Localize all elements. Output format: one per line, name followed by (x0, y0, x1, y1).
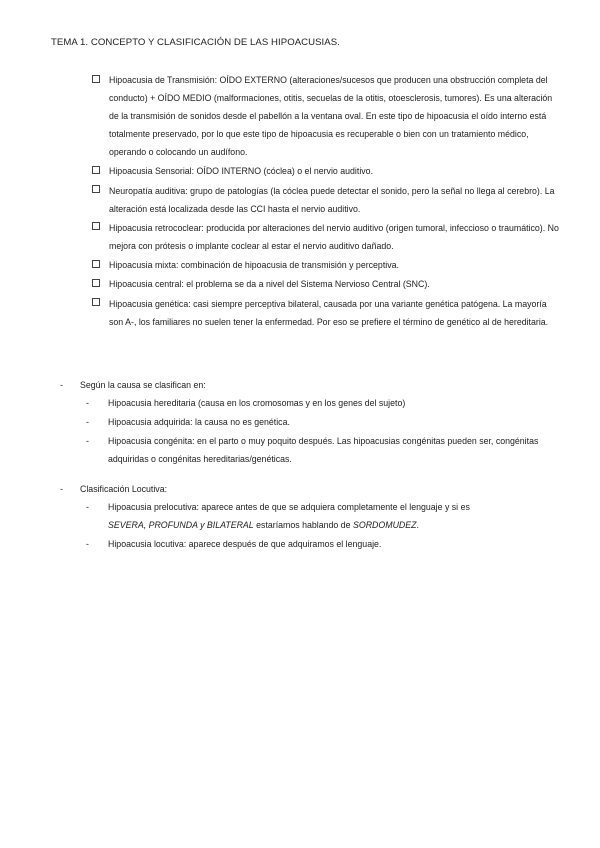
list-item (86, 432, 554, 468)
prelocutive-conjunction: y (197, 520, 207, 530)
checklist-item-genetic (92, 295, 562, 331)
checklist-item-transmission (92, 71, 562, 161)
checklist-item-text: Hipoacusia Sensorial: OÍDO INTERNO (cóclea) o el nervio auditivo. (109, 166, 374, 177)
prelocutive-severity: SEVERA, PROFUNDA (108, 520, 198, 530)
checklist-item-text: Hipoacusia genética: casi siempre perceptiva bilateral, causada por una variante genética patógena. La mayoría son A-, los familiares no suelen tener la enfermedad. Por eso se prefiere el término de genético al de hereditaria. (109, 298, 549, 327)
list-item (86, 535, 554, 553)
document-title: TEMA 1. CONCEPTO Y CLASIFICACIÓN DE LAS HIPOACUSIAS. (51, 37, 340, 48)
prelocutive-end: . (416, 520, 419, 530)
prelocutive-bilateral: BILATERAL (206, 520, 254, 530)
dash-bullet: - (86, 502, 89, 512)
list-item (86, 413, 554, 431)
checklist-item-text: Hipoacusia central: el problema se da a nivel del Sistema Nervioso Central (SNC). (109, 279, 430, 290)
dash-bullet: - (86, 436, 89, 446)
checkbox-icon[interactable] (92, 185, 100, 193)
cause-heading: Según la causa se clasifican en: (80, 380, 206, 390)
checklist-item-text: Hipoacusia de Transmisión: OÍDO EXTERNO (alteraciones/sucesos que producen una obstrucción completa del conducto) + OÍDO MEDIO (malformaciones, otitis, secuelas de la otitis, otoesclerosis, tumores). Es una alteración de la transmisión de sonidos desde el pabellón a la ventana oval. En este tipo de hipoacusia el oído interno está totalmente preservado, por lo que este tipo de hipoacusia es recuperable o bien con un tratamiento médico, operando o colocando un audífono. (109, 75, 553, 157)
cause-heading-row (60, 376, 560, 394)
checklist-item-sensorial (92, 162, 562, 180)
list-item-text: Hipoacusia locutiva: aparece después de que adquiramos el lenguaje. (108, 539, 382, 549)
cause-list (86, 394, 554, 468)
checkbox-icon[interactable] (92, 298, 100, 306)
list-item-text: Hipoacusia congénita: en el parto o muy poquito después. Las hipoacusias congénitas pueden ser, congénitas adquiridas o congénitas hereditarias/genéticas. (108, 436, 539, 464)
checkbox-icon[interactable] (92, 222, 100, 230)
dash-bullet: - (86, 539, 89, 549)
locutive-list (86, 498, 554, 553)
prelocutive-term: SORDOMUDEZ (352, 520, 417, 530)
checklist-item-central (92, 275, 562, 293)
list-item-text: Hipoacusia adquirida: la causa no es genética. (108, 417, 290, 427)
checklist-item-mixed (92, 256, 562, 274)
checkbox-icon[interactable] (92, 75, 100, 83)
prelocutive-mid: estaríamos hablando de (253, 520, 353, 530)
prelocutive-lead: Hipoacusia prelocutiva: aparece antes de que se adquiera completamente el lenguaje y si es (108, 502, 470, 512)
checklist-item-text: Hipoacusia retrococlear: producida por alteraciones del nervio auditivo (origen tumoral, infeccioso o traumático). No mejora con prótesis o implante coclear al estar el nervio auditivo dañado. (109, 222, 559, 251)
dash-bullet: - (60, 484, 63, 494)
locutive-heading: Clasificación Locutiva: (80, 484, 168, 494)
checklist-item-retrocochlear (92, 219, 562, 255)
cause-classification-section (60, 376, 560, 469)
dash-bullet: - (60, 380, 63, 390)
dash-bullet: - (86, 417, 89, 427)
checkbox-icon[interactable] (92, 260, 100, 268)
checkbox-icon[interactable] (92, 166, 100, 174)
list-item (86, 394, 554, 412)
checklist-item-neuropathy (92, 182, 562, 218)
checklist-item-text: Neuropatía auditiva: grupo de patologías (la cóclea puede detectar el sonido, pero la señal no llega al cerebro). La alteración está localizada desde las CCI hasta el nervio auditivo. (109, 185, 555, 214)
locutive-classification-section (60, 480, 560, 554)
list-item-text: Hipoacusia hereditaria (causa en los cromosomas y en los genes del sujeto) (108, 398, 406, 408)
checklist-item-text: Hipoacusia mixta: combinación de hipoacusia de transmisión y perceptiva. (109, 260, 399, 271)
locutive-heading-row (60, 480, 560, 498)
hearing-loss-type-checklist (92, 71, 562, 332)
dash-bullet: - (86, 398, 89, 408)
list-item (86, 498, 554, 534)
checkbox-icon[interactable] (92, 279, 100, 287)
